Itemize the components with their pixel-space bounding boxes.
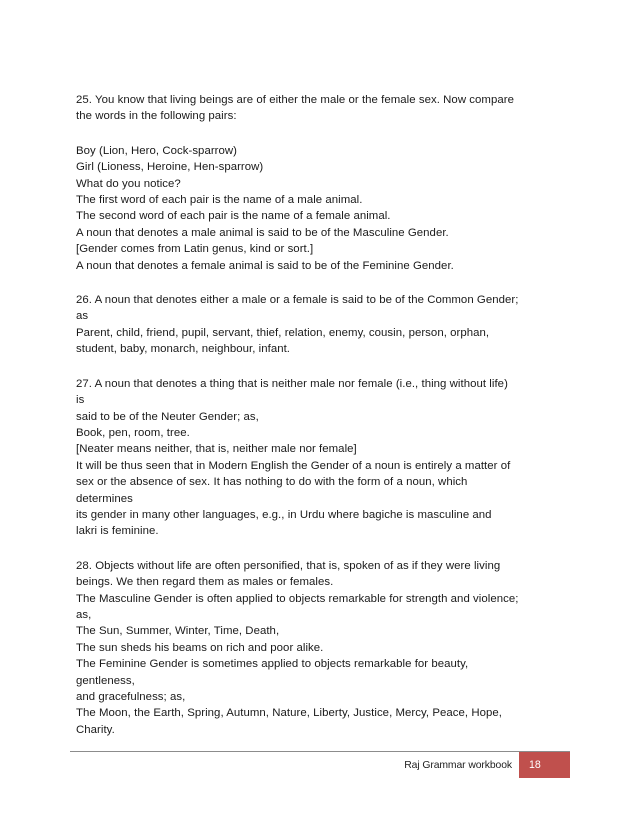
text-line: student, baby, monarch, neighbour, infant. xyxy=(76,343,291,356)
text-line: determines xyxy=(76,492,133,505)
text-line: is xyxy=(76,394,85,407)
text-line: The Masculine Gender is often applied to objects remarkable for strength and violence; xyxy=(76,592,519,605)
page-footer xyxy=(70,751,570,778)
text-line: A noun that denotes a female animal is said to be of the Feminine Gender. xyxy=(76,259,454,272)
text-line: [Gender comes from Latin genus, kind or sort.] xyxy=(76,243,314,256)
text-line: lakri is feminine. xyxy=(76,525,159,538)
page-number-badge xyxy=(519,752,570,778)
text-line: The first word of each pair is the name of a male animal. xyxy=(76,194,363,207)
text-line: A noun that denotes a male animal is said to be of the Masculine Gender. xyxy=(76,226,449,239)
footer-title: Raj Grammar workbook xyxy=(404,760,512,771)
paragraph-27-neuter-gender xyxy=(76,376,570,540)
text-line: What do you notice? xyxy=(76,177,181,190)
paragraph-26-common-gender xyxy=(76,292,570,358)
text-line: Charity. xyxy=(76,723,115,736)
text-line: said to be of the Neuter Gender; as, xyxy=(76,410,259,423)
text-line: as xyxy=(76,310,89,323)
text-line: The Feminine Gender is sometimes applied to objects remarkable for beauty, xyxy=(76,658,469,671)
text-line: gentleness, xyxy=(76,674,135,687)
paragraph-28-personification xyxy=(76,558,570,738)
page-number: 18 xyxy=(529,759,541,771)
text-line: Boy (Lion, Hero, Cock-sparrow) xyxy=(76,144,238,157)
text-line: It will be thus seen that in Modern English the Gender of a noun is entirely a matter of xyxy=(76,459,511,472)
text-line: [Neater means neither, that is, neither male nor female] xyxy=(76,443,357,456)
text-line: The second word of each pair is the name of a female animal. xyxy=(76,210,391,223)
text-line: and gracefulness; as, xyxy=(76,691,186,703)
text-line: Book, pen, room, tree. xyxy=(76,426,190,439)
text-line: Girl (Lioness, Heroine, Hen-sparrow) xyxy=(76,161,264,174)
text-line: The Sun, Summer, Winter, Time, Death, xyxy=(76,625,280,638)
text-line: the words in the following pairs: xyxy=(76,110,237,123)
text-line: 27. A noun that denotes a thing that is neither male nor female (i.e., thing without life) xyxy=(76,377,508,390)
text-line: 26. A noun that denotes either a male or a female is said to be of the Common Gender; xyxy=(76,294,519,307)
text-line: The sun sheds his beams on rich and poor alike. xyxy=(76,641,324,654)
text-line: its gender in many other languages, e.g., in Urdu where bagiche is masculine and xyxy=(76,508,492,521)
document-body xyxy=(76,92,570,756)
text-line: sex or the absence of sex. It has nothing to do with the form of a noun, which xyxy=(76,476,468,489)
text-line: as, xyxy=(76,608,92,621)
text-line: The Moon, the Earth, Spring, Autumn, Nature, Liberty, Justice, Mercy, Peace, Hope, xyxy=(76,707,502,720)
text-line: Parent, child, friend, pupil, servant, thief, relation, enemy, cousin, person, orphan, xyxy=(76,326,490,339)
paragraph-25-intro xyxy=(76,92,570,125)
text-line: 28. Objects without life are often personified, that is, spoken of as if they were living xyxy=(76,559,501,572)
paragraph-25-examples xyxy=(76,143,570,274)
text-line: beings. We then regard them as males or females. xyxy=(76,576,334,589)
text-line: 25. You know that living beings are of either the male or the female sex. Now compare xyxy=(76,94,514,106)
